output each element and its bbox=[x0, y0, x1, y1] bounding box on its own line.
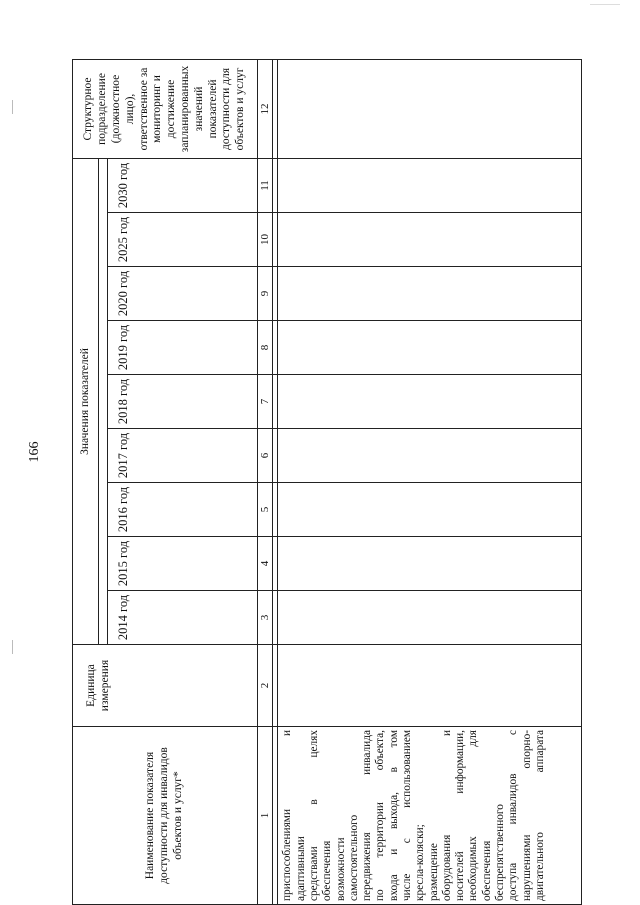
year-header: 2020 год bbox=[107, 267, 257, 321]
column-number: 5 bbox=[258, 483, 272, 537]
indicator-name-header: Наименование показателя доступности для инвалидов объектов и услуг* bbox=[73, 727, 258, 905]
year-header: 2017 год bbox=[107, 429, 257, 483]
column-number: 9 bbox=[258, 267, 272, 321]
description-line: самостоятельного bbox=[347, 814, 360, 901]
empty-cell bbox=[278, 158, 582, 212]
year-header: 2030 год bbox=[107, 158, 257, 212]
year-header: 2014 год bbox=[107, 591, 257, 645]
description-line: адаптивными bbox=[294, 836, 307, 901]
description-line: возможности bbox=[334, 837, 347, 901]
rotated-table-container bbox=[72, 60, 582, 905]
responsible-unit-header: Структурное подразделение (должностное лицо), ответственное за мониторинг и достижение запланированных значений показателей доступности для объектов и услуг bbox=[73, 59, 258, 158]
year-header: 2018 год bbox=[107, 375, 257, 429]
column-number: 6 bbox=[258, 429, 272, 483]
description-line: по территории объекта, bbox=[374, 730, 387, 901]
year-header: 2015 год bbox=[107, 537, 257, 591]
empty-cell bbox=[278, 59, 582, 158]
description-line: обеспечения bbox=[321, 840, 334, 901]
description-line: приспособлениями и bbox=[281, 730, 294, 901]
unit-header: Единица измерения bbox=[73, 645, 258, 727]
description-line: доступа инвалидов с bbox=[507, 730, 520, 901]
scan-artifact-line bbox=[12, 640, 13, 654]
column-number: 10 bbox=[258, 213, 272, 267]
description-line: носителей информации, bbox=[454, 730, 467, 901]
description-line: двигательного аппарата bbox=[533, 730, 546, 901]
column-number: 8 bbox=[258, 321, 272, 375]
empty-cell bbox=[278, 537, 582, 591]
description-line: передвижения инвалида bbox=[361, 730, 374, 901]
column-number: 12 bbox=[258, 59, 272, 158]
description-line: необходимых для bbox=[467, 730, 480, 901]
empty-cell bbox=[278, 375, 582, 429]
column-number: 2 bbox=[258, 645, 272, 727]
empty-cell bbox=[278, 429, 582, 483]
description-line: средствами в целях bbox=[307, 730, 320, 901]
empty-cell bbox=[278, 267, 582, 321]
empty-cell bbox=[278, 321, 582, 375]
description-line: входа и выхода, в том bbox=[387, 730, 400, 901]
column-number: 7 bbox=[258, 375, 272, 429]
column-number: 4 bbox=[258, 537, 272, 591]
description-line: кресла-коляски; bbox=[414, 824, 427, 901]
header-row-top bbox=[73, 59, 99, 904]
scan-artifact-line bbox=[12, 100, 13, 114]
year-header: 2025 год bbox=[107, 213, 257, 267]
empty-cell bbox=[278, 483, 582, 537]
description-line: размещение bbox=[427, 843, 440, 901]
table-row bbox=[278, 59, 582, 904]
description-line: обеспечения bbox=[480, 840, 493, 901]
scan-artifact-line bbox=[590, 4, 620, 5]
accessibility-indicators-table bbox=[72, 59, 582, 905]
year-header: 2019 год bbox=[107, 321, 257, 375]
description-line: числе с использованием bbox=[400, 730, 413, 901]
description-line: нарушениями опорно- bbox=[520, 730, 533, 901]
column-number: 3 bbox=[258, 591, 272, 645]
indicator-description-cell bbox=[278, 727, 582, 905]
description-line: оборудования и bbox=[440, 730, 453, 901]
column-number: 1 bbox=[258, 727, 272, 905]
column-number: 11 bbox=[258, 158, 272, 212]
page-number: 166 bbox=[27, 441, 42, 463]
year-header: 2016 год bbox=[107, 483, 257, 537]
empty-cell bbox=[278, 213, 582, 267]
empty-cell bbox=[278, 591, 582, 645]
values-group-header: Значения показателей bbox=[73, 158, 99, 644]
empty-cell bbox=[278, 645, 582, 727]
description-line: беспрепятственного bbox=[494, 804, 507, 901]
column-number-row bbox=[258, 59, 272, 904]
